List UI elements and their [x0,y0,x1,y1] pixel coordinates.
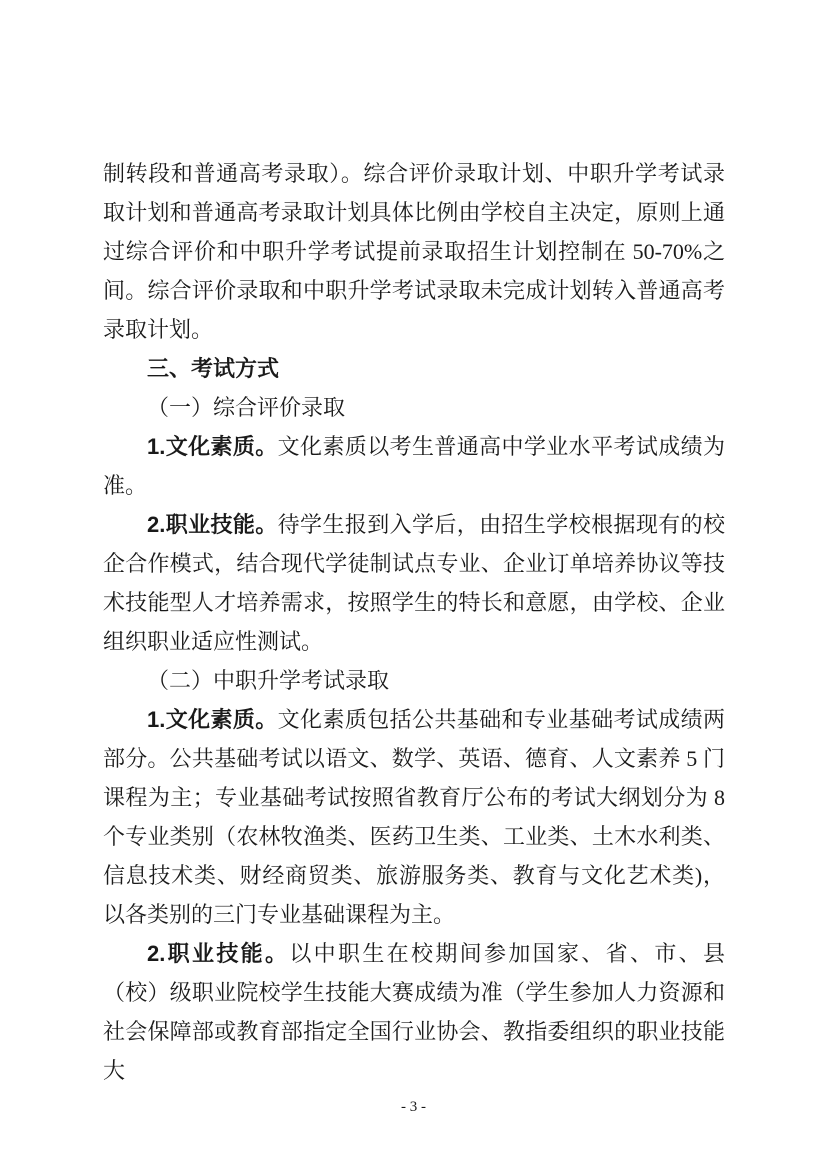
subsection-heading-comprehensive-evaluation: （一）综合评价录取 [147,395,346,420]
paragraph-text: 以中职生在校期间参加国家、省、市、县（校）级职业院校学生技能大赛成绩为准（学生参加人力资源和社会保障部或教育部指定全国行业协会、教指委组织的职业技能大 [103,941,725,1083]
section-heading-exam-methods: 三、考试方式 [147,356,280,381]
paragraph-cultural-quality-2 [103,700,725,934]
paragraph-text: 待学生报到入学后，由招生学校根据现有的校企合作模式，结合现代学徒制试点专业、企业订单培养协议等技术技能型人才培养需求，按照学生的特长和意愿，由学校、企业组织职业适应性测试。 [103,512,725,654]
paragraph-text: 文化素质包括公共基础和专业基础考试成绩两部分。公共基础考试以语文、数学、英语、德育、人文素养 5 门课程为主；专业基础考试按照省教育厅公布的考试大纲划分为 8 个专业类别（农林牧渔类、医药卫生类、工业类、土木水利类、信息技术类、财经商贸类、旅游服务类、教育与文化艺术类)，以各类别的三门专业基础课程为主。 [103,707,725,927]
paragraph-lead: 2.职业技能。 [147,941,290,966]
page-footer [0,1098,827,1116]
paragraph-text: 文化素质以考生普通高中学业水平考试成绩为准。 [103,434,725,498]
document-body [103,154,725,1090]
paragraph-lead: 1.文化素质。 [147,434,278,459]
paragraph-vocational-skill-1 [103,505,725,661]
paragraph-cultural-quality-1 [103,427,725,505]
paragraph-lead: 2.职业技能。 [147,512,278,537]
paragraph-lead: 1.文化素质。 [147,707,278,732]
paragraph-vocational-skill-2 [103,934,725,1090]
subsection-heading-vocational-exam: （二）中职升学考试录取 [147,668,390,693]
paragraph-text: 制转段和普通高考录取）。综合评价录取计划、中职升学考试录取计划和普通高考录取计划具体比例由学校自主决定，原则上通过综合评价和中职升学考试提前录取招生计划控制在 50-70%之间。综合评价录取和中职升学考试录取未完成计划转入普通高考录取计划。 [103,161,725,342]
page-number: - 3 - [401,1099,426,1115]
paragraph-continuation [103,154,725,349]
